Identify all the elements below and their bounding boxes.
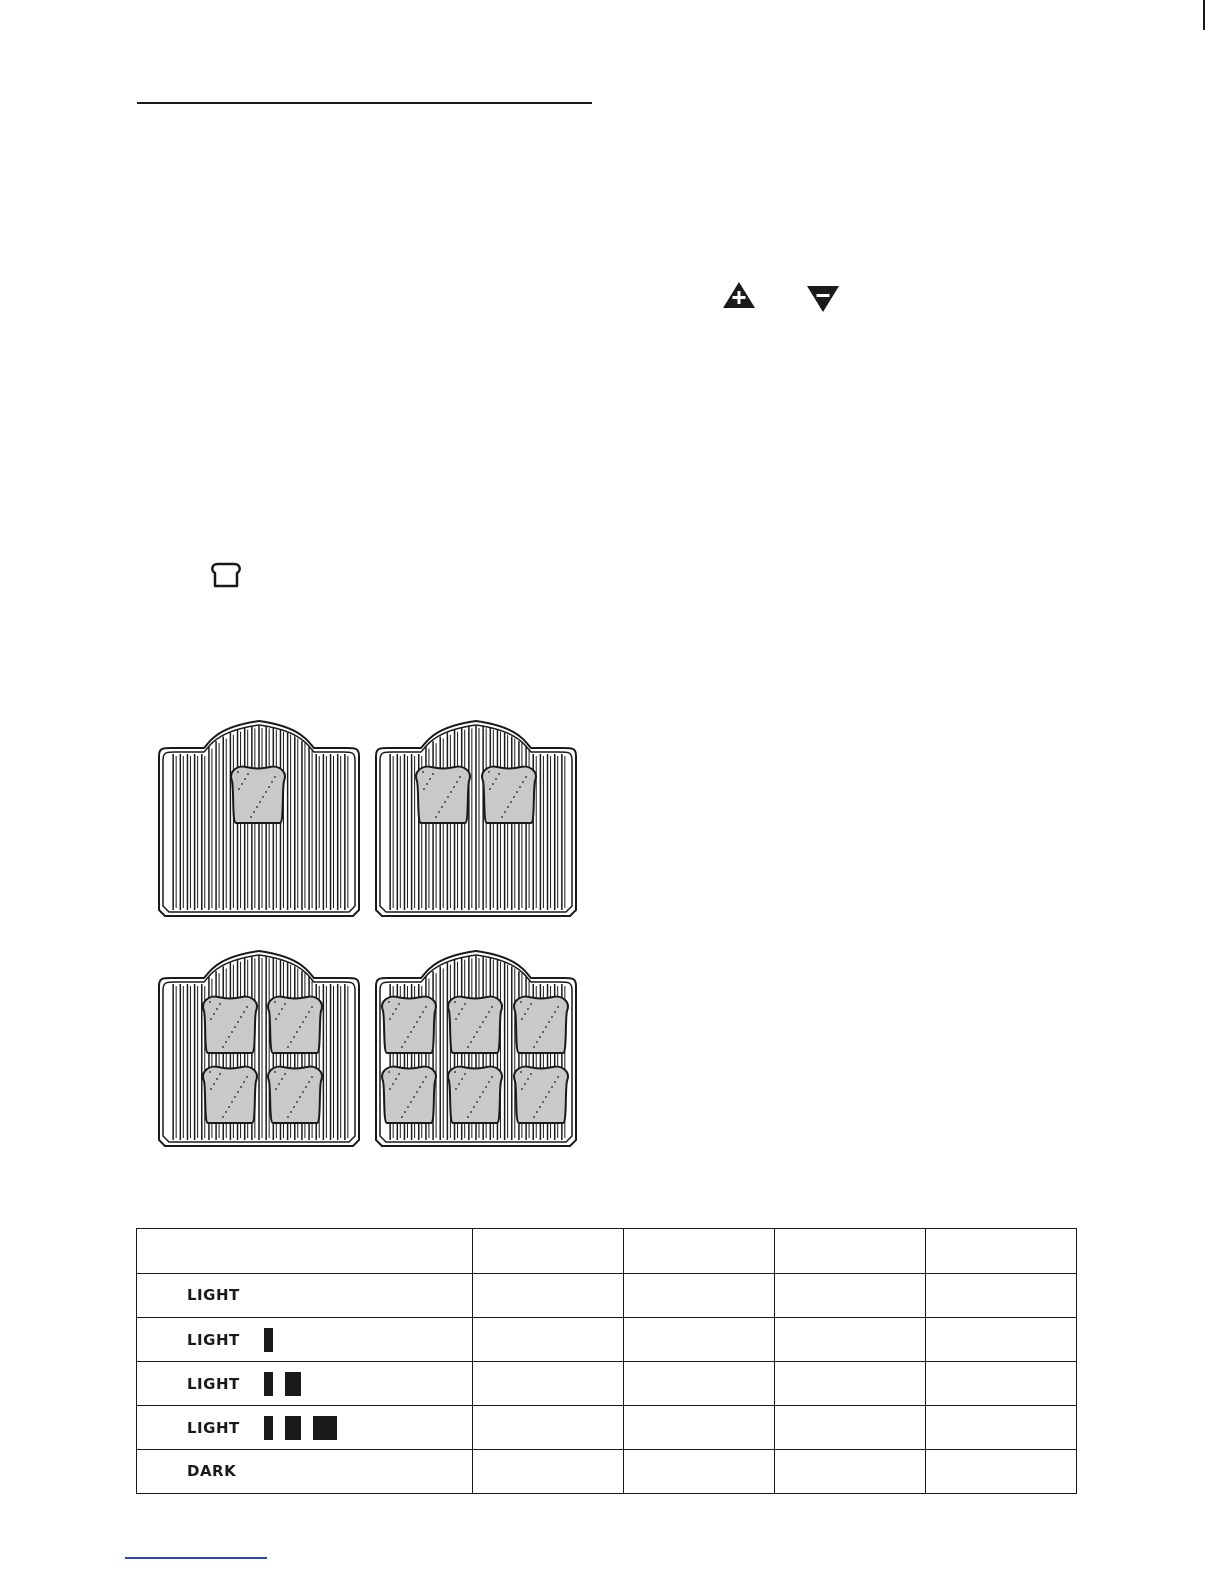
rack-diagram-4-slices bbox=[158, 948, 360, 1148]
shade-label: LIGHT bbox=[187, 1374, 240, 1393]
minus-triangle-icon bbox=[807, 286, 839, 312]
table-cell bbox=[926, 1318, 1077, 1362]
table-cell bbox=[473, 1229, 624, 1274]
rack-diagram-6-slices bbox=[375, 948, 577, 1148]
table-cell bbox=[775, 1406, 926, 1450]
wire-rack bbox=[158, 948, 360, 1148]
table-cell bbox=[926, 1274, 1077, 1318]
table-row bbox=[137, 1450, 1077, 1494]
table-cell bbox=[775, 1362, 926, 1406]
shade-cell bbox=[137, 1406, 473, 1450]
shade-cell bbox=[137, 1362, 473, 1406]
wire-rack bbox=[375, 718, 577, 918]
wire-rack bbox=[375, 948, 577, 1148]
shade-level-bars bbox=[264, 1372, 313, 1396]
shade-label: LIGHT bbox=[187, 1330, 240, 1349]
shade-level-bars bbox=[264, 1416, 349, 1440]
table-cell bbox=[473, 1450, 624, 1494]
shade-cell bbox=[137, 1318, 473, 1362]
table-cell bbox=[137, 1229, 473, 1274]
table-header-row bbox=[137, 1229, 1077, 1274]
table-cell bbox=[775, 1318, 926, 1362]
table-cell bbox=[624, 1406, 775, 1450]
table-cell bbox=[926, 1406, 1077, 1450]
table-cell bbox=[775, 1450, 926, 1494]
table-row bbox=[137, 1318, 1077, 1362]
wire-rack bbox=[158, 718, 360, 918]
table-cell bbox=[624, 1318, 775, 1362]
bread-slice bbox=[203, 997, 257, 1053]
bread-slice bbox=[482, 767, 536, 823]
bread-slice-icon bbox=[210, 562, 242, 588]
table-row bbox=[137, 1274, 1077, 1318]
table-cell bbox=[926, 1362, 1077, 1406]
table-cell bbox=[775, 1229, 926, 1274]
bread-slice bbox=[203, 1067, 257, 1123]
table-cell bbox=[473, 1362, 624, 1406]
table-cell bbox=[926, 1450, 1077, 1494]
heading-rule bbox=[137, 102, 592, 104]
bread-slice bbox=[514, 1067, 568, 1123]
bread-slice bbox=[448, 1067, 502, 1123]
shade-cell bbox=[137, 1274, 473, 1318]
plus-triangle-icon bbox=[723, 282, 755, 308]
table-cell bbox=[473, 1274, 624, 1318]
shade-table bbox=[136, 1228, 1077, 1494]
bread-slice bbox=[268, 1067, 322, 1123]
table-cell bbox=[624, 1274, 775, 1318]
corner-mark bbox=[1203, 0, 1205, 30]
table-cell bbox=[473, 1318, 624, 1362]
shade-cell bbox=[137, 1450, 473, 1494]
rack-diagram-2-slices bbox=[375, 718, 577, 918]
shade-level-bars bbox=[264, 1328, 285, 1352]
table-cell bbox=[624, 1450, 775, 1494]
bread-slice bbox=[382, 1067, 436, 1123]
bread-slice bbox=[382, 997, 436, 1053]
bread-slice bbox=[231, 767, 285, 823]
bread-slice bbox=[514, 997, 568, 1053]
table-cell bbox=[624, 1229, 775, 1274]
table-row bbox=[137, 1362, 1077, 1406]
table-cell bbox=[775, 1274, 926, 1318]
table-cell bbox=[473, 1406, 624, 1450]
table-cell bbox=[624, 1362, 775, 1406]
footer-link-underline[interactable] bbox=[125, 1557, 267, 1559]
bread-slice bbox=[268, 997, 322, 1053]
table-row bbox=[137, 1406, 1077, 1450]
table-cell bbox=[926, 1229, 1077, 1274]
shade-label: DARK bbox=[187, 1462, 237, 1481]
bread-slice bbox=[416, 767, 470, 823]
rack-diagram-1-slice bbox=[158, 718, 360, 918]
bread-slice bbox=[448, 997, 502, 1053]
shade-label: LIGHT bbox=[187, 1418, 240, 1437]
shade-label: LIGHT bbox=[187, 1286, 240, 1305]
